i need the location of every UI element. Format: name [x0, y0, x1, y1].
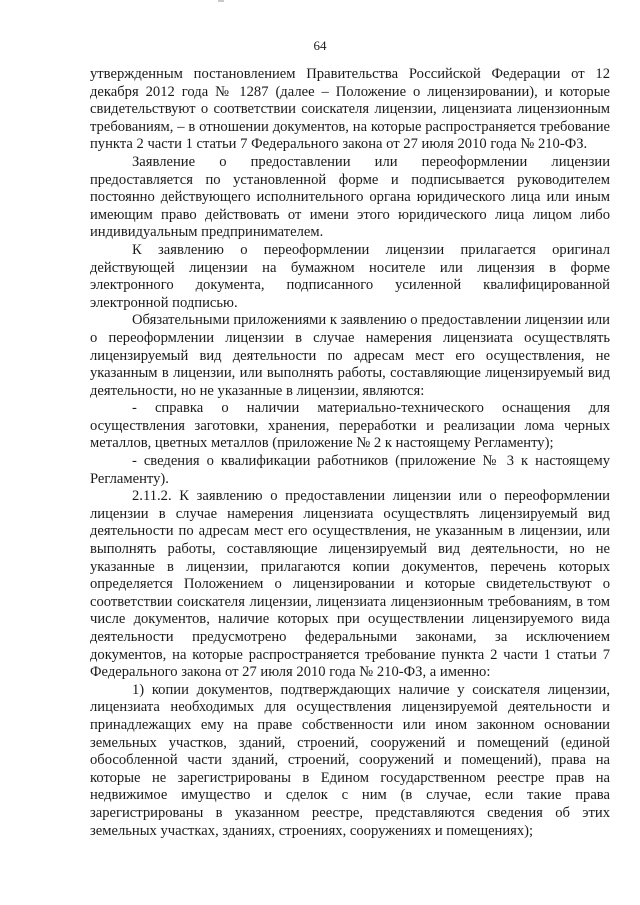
page-number: 64 — [313, 38, 327, 53]
paragraph-continuation: утвержденным постановлением Правительства Российской Федерации от 12 декабря 2012 года № 1287 (далее – Положение о лицензировании), и которые свидетельствуют о соответствии соискателя лицензии, лицензиата лицензионным требованиям, – в отношении документов, на которые распространяется требование пункта 2 части 1 статьи 7 Федерального закона от 27 июля 2010 года № 210-ФЗ. — [90, 66, 610, 153]
scan-artifact — [218, 0, 224, 2]
paragraph-mandatory-attachments: Обязательными приложениями к заявлению о предоставлении лицензии или о переоформлении лицензии в случае намерения лицензиата осуществлять лицензируемый вид деятельности по адресам мест его осуществления, не указанным в лицензии, или выполнять работы, составляющие лицензируемый вид деятельности, но не указанные в лицензии, являются: — [90, 312, 610, 399]
paragraph-application-form: Заявление о предоставлении или переоформлении лицензии предоставляется по установленной форме и подписывается руководителем постоянно действующего исполнительного органа юридического лица или иным имеющим право действовать от имени этого юридического лица лицом либо индивидуальным предпринимателем. — [90, 153, 610, 241]
paragraph-license-original: К заявлению о переоформлении лицензии прилагается оригинал действующей лицензии на бумажном носителе или лицензия в форме электронного документа, подписанного усиленной квалифицированной электронной подписью. — [90, 241, 610, 311]
paragraph-section-2-11-2: 2.11.2. К заявлению о предоставлении лицензии или о переоформлении лицензии в случае намерения лицензиата осуществлять лицензируемый вид деятельности по адресам мест его осуществления, не указанным в лицензии, или выполнять работы, составляющие лицензируемый вид деятельности, но не указанные в лицензии, прилагаются копии документов, перечень которых определяется Положением о лицензировании и которые свидетельствуют о соответствии соискателя лицензии, лицензиата лицензионным требованиям, в том числе документов, наличие которых при осуществлении лицензируемого вида деятельности предусмотрено федеральными законами, за исключением документов, на которые распространяется требование пункта 2 части 1 статьи 7 Федерального закона от 27 июля 2010 года № 210-ФЗ, а именно: — [90, 488, 610, 681]
document-body — [90, 66, 610, 840]
list-item-equipment-certificate: - справка о наличии материально-технического оснащения для осуществления заготовки, хранения, переработки и реализации лома черных металлов, цветных металлов (приложение № 2 к настоящему Регламенту); — [90, 400, 610, 452]
list-item-staff-qualification: - сведения о квалификации работников (приложение № 3 к настоящему Регламенту). — [90, 453, 610, 487]
list-item-property-documents: 1) копии документов, подтверждающих наличие у соискателя лицензии, лицензиата необходимых для осуществления лицензируемой деятельности и принадлежащих ему на праве собственности или ином законном основании земельных участков, зданий, строений, сооружений и помещений (единой обособленной части зданий, строений, сооружений и помещений), права на которые не зарегистрированы в Едином государственном реестре прав на недвижимое имущество и сделок с ним (в случае, если такие права зарегистрированы в указанном реестре, представляются сведения об этих земельных участках, зданиях, строениях, сооружениях и помещениях); — [90, 681, 610, 839]
